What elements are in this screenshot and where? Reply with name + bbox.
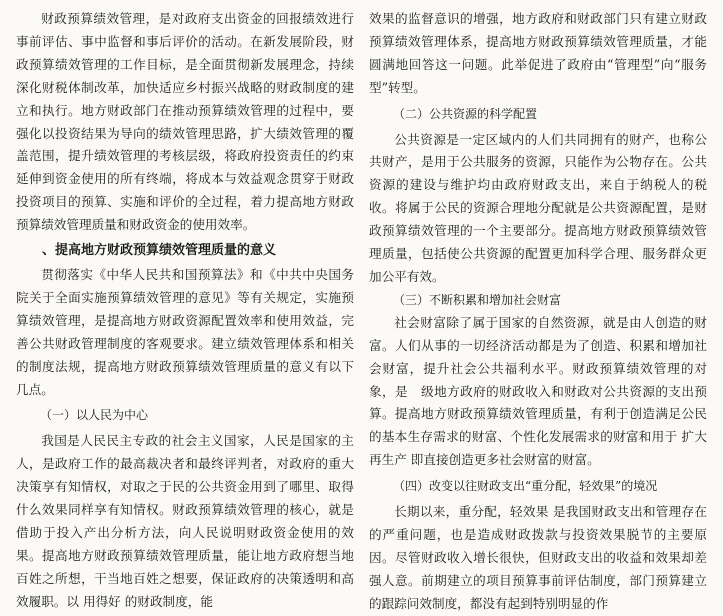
section-heading: 、提高地方财政预算绩效管理质量的意义 — [42, 243, 277, 259]
body-paragraph: 财政预算绩效管理，是对政府支出资金的回报绩效进行事前评估、事中监督和事后评价的活动。在新发展阶段，财政预算绩效管理的工作目标，是全面贯彻新发展理念，持续深化财税体制改革，加快适应乡村振兴战略的财政制度的建立和执行。地方财政部门在推动预算绩效管理的过程中，要强化以投资结果为导向的绩效管理思路，扩大绩效管理的覆盖范围，提升绩效管理的考核层级，将政府投资责任的约束延伸到资金使用的所有终端，将成本与效益观念贯穿于财政投资项目的预算、实施和评价的全过程，着力提高地方财政预算绩效管理质量和财政资金的使用效率。 — [16, 11, 354, 233]
subsection-heading: （一）以人民为中心 — [40, 408, 149, 423]
right-column — [369, 8, 707, 616]
body-paragraph: 贯彻落实《中华人民共和国预算法》和《中共中央国务院关于全面实施预算绩效管理的意见》等有关规定，实施预算绩效管理，是提高地方财政资源配置效率和使用效益，完善公共财政管理制度的客观要求。建立绩效管理体系和相关的制度法规，提高地方财政预算绩效管理质量的意义有以下几点。 — [16, 266, 354, 397]
subsection-heading: （三）不断积累和增加社会财富 — [393, 292, 562, 307]
body-paragraph: 效果的监督意识的增强，地方政府和财政部门只有建立财政预算绩效管理体系，提高地方财政预算绩效管理质量，才能圆满地回答这一问题。此举促进了政府由“管理型”向“服务型”转型。 — [369, 11, 707, 95]
body-paragraph: 公共资源是一定区域内的人们共同拥有的财产，也称公共财产，是用于公共服务的资源，只能作为公物存在。公共资源的建设与维护均由政府财政支出，来自于纳税人的税收。将属于公民的资源合理地分配就是公共资源配置，是财政预算绩效管理的一个主要部分。提高地方财政预算绩效管理质量，包括使公共资源的配置更加科学合理、服务群众更加公平有效。 — [369, 131, 707, 284]
body-paragraph: 长期以来，重分配，轻效果 是我国财政支出和管理存在的严重问题，也是造成财政拨款与投资效果脱节的主要原因。尽管财政收入增长很快，但财政支出的收益和效果却差强人意。前期建立的项目预算事前评估制度，部门预算建立的跟踪问效制度，都没有起到特别明显的作 — [369, 504, 707, 611]
body-paragraph: 我国是人民民主专政的社会主义国家，人民是国家的主人，是政府工作的最高裁决者和最终评判者，对政府的重大决策享有知情权，对取之于民的公共资金用到了哪里、取得什么效果同样享有知情权。财政预算绩效管理的核心，就是借助于投入产出分析方法，向人民说明财政资金使用的效果。提高地方财政预算绩效管理质量，能让地方政府想当地百姓之所想，干当地百姓之想要，保证政府的决策透明和高效履职。以 用得好 的财政制度，能 — [16, 433, 354, 609]
body-paragraph: 社会财富除了属于国家的自然资源，就是由人创造的财富。人们从事的一切经济活动都是为了创造、积累和增加社会财富，提升社会公共福利水平。财政预算绩效管理的对象，是 级地方政府的财政收入和财政对公共资源的支出预算。提高地方财政预算绩效管理质量，有利于创造满足公民的基本生存需求的财富、个性化发展需求的财富和用于 扩大再生产 即直接创造更多社会财富的财富。 — [369, 314, 707, 468]
subsection-heading: （二）公共资源的科学配置 — [393, 106, 538, 121]
subsection-heading: （四）改变以往财政支出“重分配，轻效果”的境况 — [393, 479, 658, 494]
left-column — [16, 8, 354, 614]
